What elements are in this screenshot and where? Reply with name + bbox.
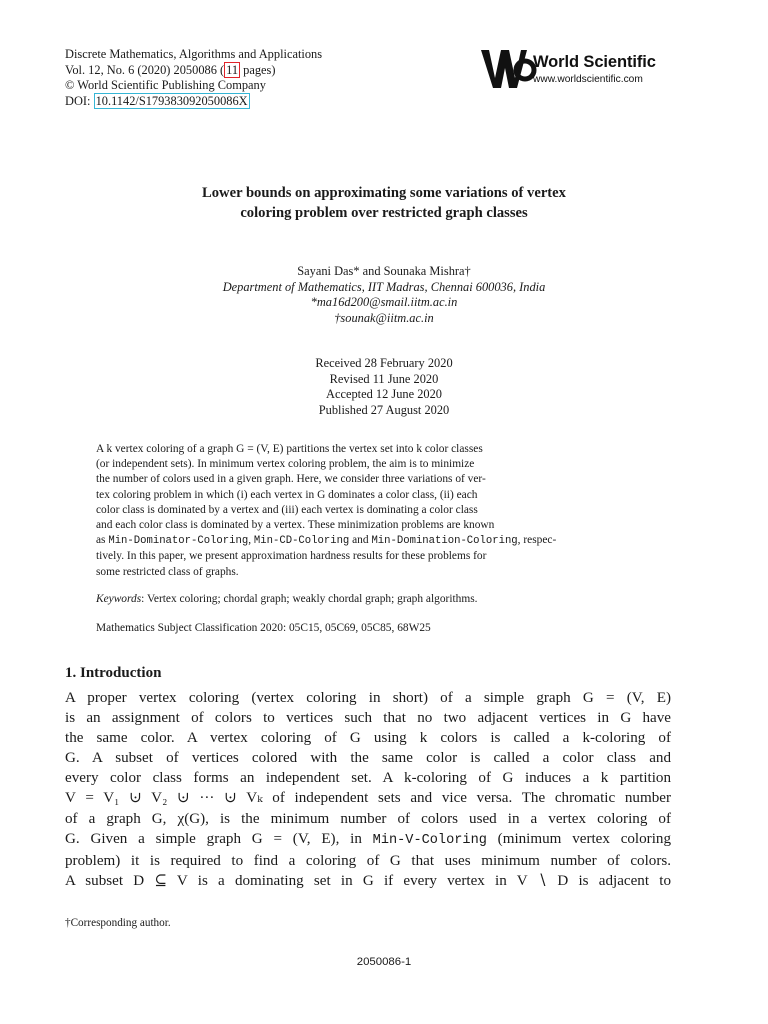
body-line: every color class forms an independent set. A k-coloring of G induces a k partition [65, 770, 671, 787]
abstract-line: some restricted class of graphs. [96, 565, 239, 578]
publisher-name: World Scientific [533, 53, 656, 71]
problem-name: Min-CD-Coloring [253, 535, 350, 548]
keywords-label: Keywords [96, 593, 142, 605]
abstract-line: the number of colors used in a given graph. Here, we consider three variations of ver- [96, 473, 486, 486]
keywords [96, 592, 478, 607]
abstract-line: tively. In this paper, we present approximation hardness results for these problems for [96, 550, 487, 563]
body-line: G. A subset of vertices colored with the same color is called a color class and [65, 750, 671, 767]
authors-block [100, 264, 668, 326]
accepted-date: Accepted 12 June 2020 [326, 387, 442, 401]
doi-link[interactable]: 10.1142/S179383092050086X [95, 93, 248, 108]
problem-name: Min-Dominator-Coloring [108, 535, 249, 548]
introduction-body [65, 688, 671, 891]
body-line: problem) it is required to find a coloring of G that uses minimum number of colors. [65, 852, 671, 869]
section-heading: 1. Introduction [65, 665, 162, 681]
page-number: 2050086-1 [356, 956, 412, 968]
dates-block [100, 356, 668, 418]
abstract-line: tex coloring problem in which (i) each vertex in G dominates a color class, (ii) each [96, 488, 478, 501]
title-line: Lower bounds on approximating some variations of vertex [202, 185, 566, 201]
publisher-url[interactable]: www.worldscientific.com [533, 74, 643, 85]
body-line: the same color. A vertex coloring of G using k colors is called a k-coloring of [65, 730, 671, 747]
abstract-line: (or independent sets). In minimum vertex coloring problem, the aim is to minimize [96, 458, 475, 471]
footnote: †Corresponding author. [65, 917, 171, 929]
abstract-line: and each color class is dominated by a vertex. These minimization problems are known [96, 519, 495, 532]
received-date: Received 28 February 2020 [315, 356, 453, 370]
published-date: Published 27 August 2020 [318, 402, 450, 417]
body-line: is an assignment of colors to vertices such that no two adjacent vertices in G have [65, 710, 671, 727]
journal-doi: DOI: 10.1142/S179383092050086X [65, 93, 248, 108]
author-names: Sayani Das* and Sounaka Mishra† [297, 264, 471, 278]
body-line: A subset D ⊆ V is a dominating set in G if every vertex in V ∖ D is adjacent to [65, 872, 671, 889]
journal-info [65, 47, 322, 109]
author-email[interactable]: *ma16d200@smail.iitm.ac.in [310, 295, 458, 309]
journal-volume: Vol. 12, No. 6 (2020) 2050086 ( 11 pages) [65, 62, 276, 77]
title-line: coloring problem over restricted graph classes [240, 205, 528, 221]
abstract [96, 442, 642, 580]
abstract-line: color class is dominated by a vertex and (iii) each vertex is dominating a color class [96, 503, 478, 516]
abstract-line: A k vertex coloring of a graph G = (V, E) partitions the vertex set into k color classes [96, 443, 483, 455]
page-count-link[interactable]: 11 [226, 62, 239, 77]
body-line: V = V₁ ⊍ V₂ ⊍ ··· ⊍ Vₖ of independent sets and vice versa. The chromatic number [65, 790, 671, 807]
keywords-text: : Vertex coloring; chordal graph; weakly chordal graph; graph algorithms. [141, 593, 478, 605]
paper-title [100, 183, 668, 223]
problem-name: Min-Domination-Coloring [371, 535, 518, 548]
body-line: A proper vertex coloring (vertex coloring in short) of a simple graph G = (V, E) [65, 690, 671, 706]
subject-classification: Mathematics Subject Classification 2020: 05C15, 05C69, 05C85, 68W25 [96, 622, 431, 634]
body-line: of a graph G, χ(G), is the minimum number of colors used in a vertex coloring of [65, 810, 671, 827]
problem-name: Min-V-Coloring [372, 832, 487, 848]
affiliation: Department of Mathematics, IIT Madras, Chennai 600036, India [222, 279, 546, 294]
author-email[interactable]: †sounak@iitm.ac.in [334, 310, 434, 325]
journal-name: Discrete Mathematics, Algorithms and Applications [65, 47, 323, 61]
journal-copyright: © World Scientific Publishing Company [65, 78, 266, 92]
body-line: G. Given a simple graph G = (V, E), in Min-V-Coloring (minimum vertex coloring [65, 830, 671, 848]
revised-date: Revised 11 June 2020 [329, 371, 439, 386]
abstract-line: as Min-Dominator-Coloring, Min-CD-Coloring and Min-Domination-Coloring, respec- [96, 534, 557, 548]
